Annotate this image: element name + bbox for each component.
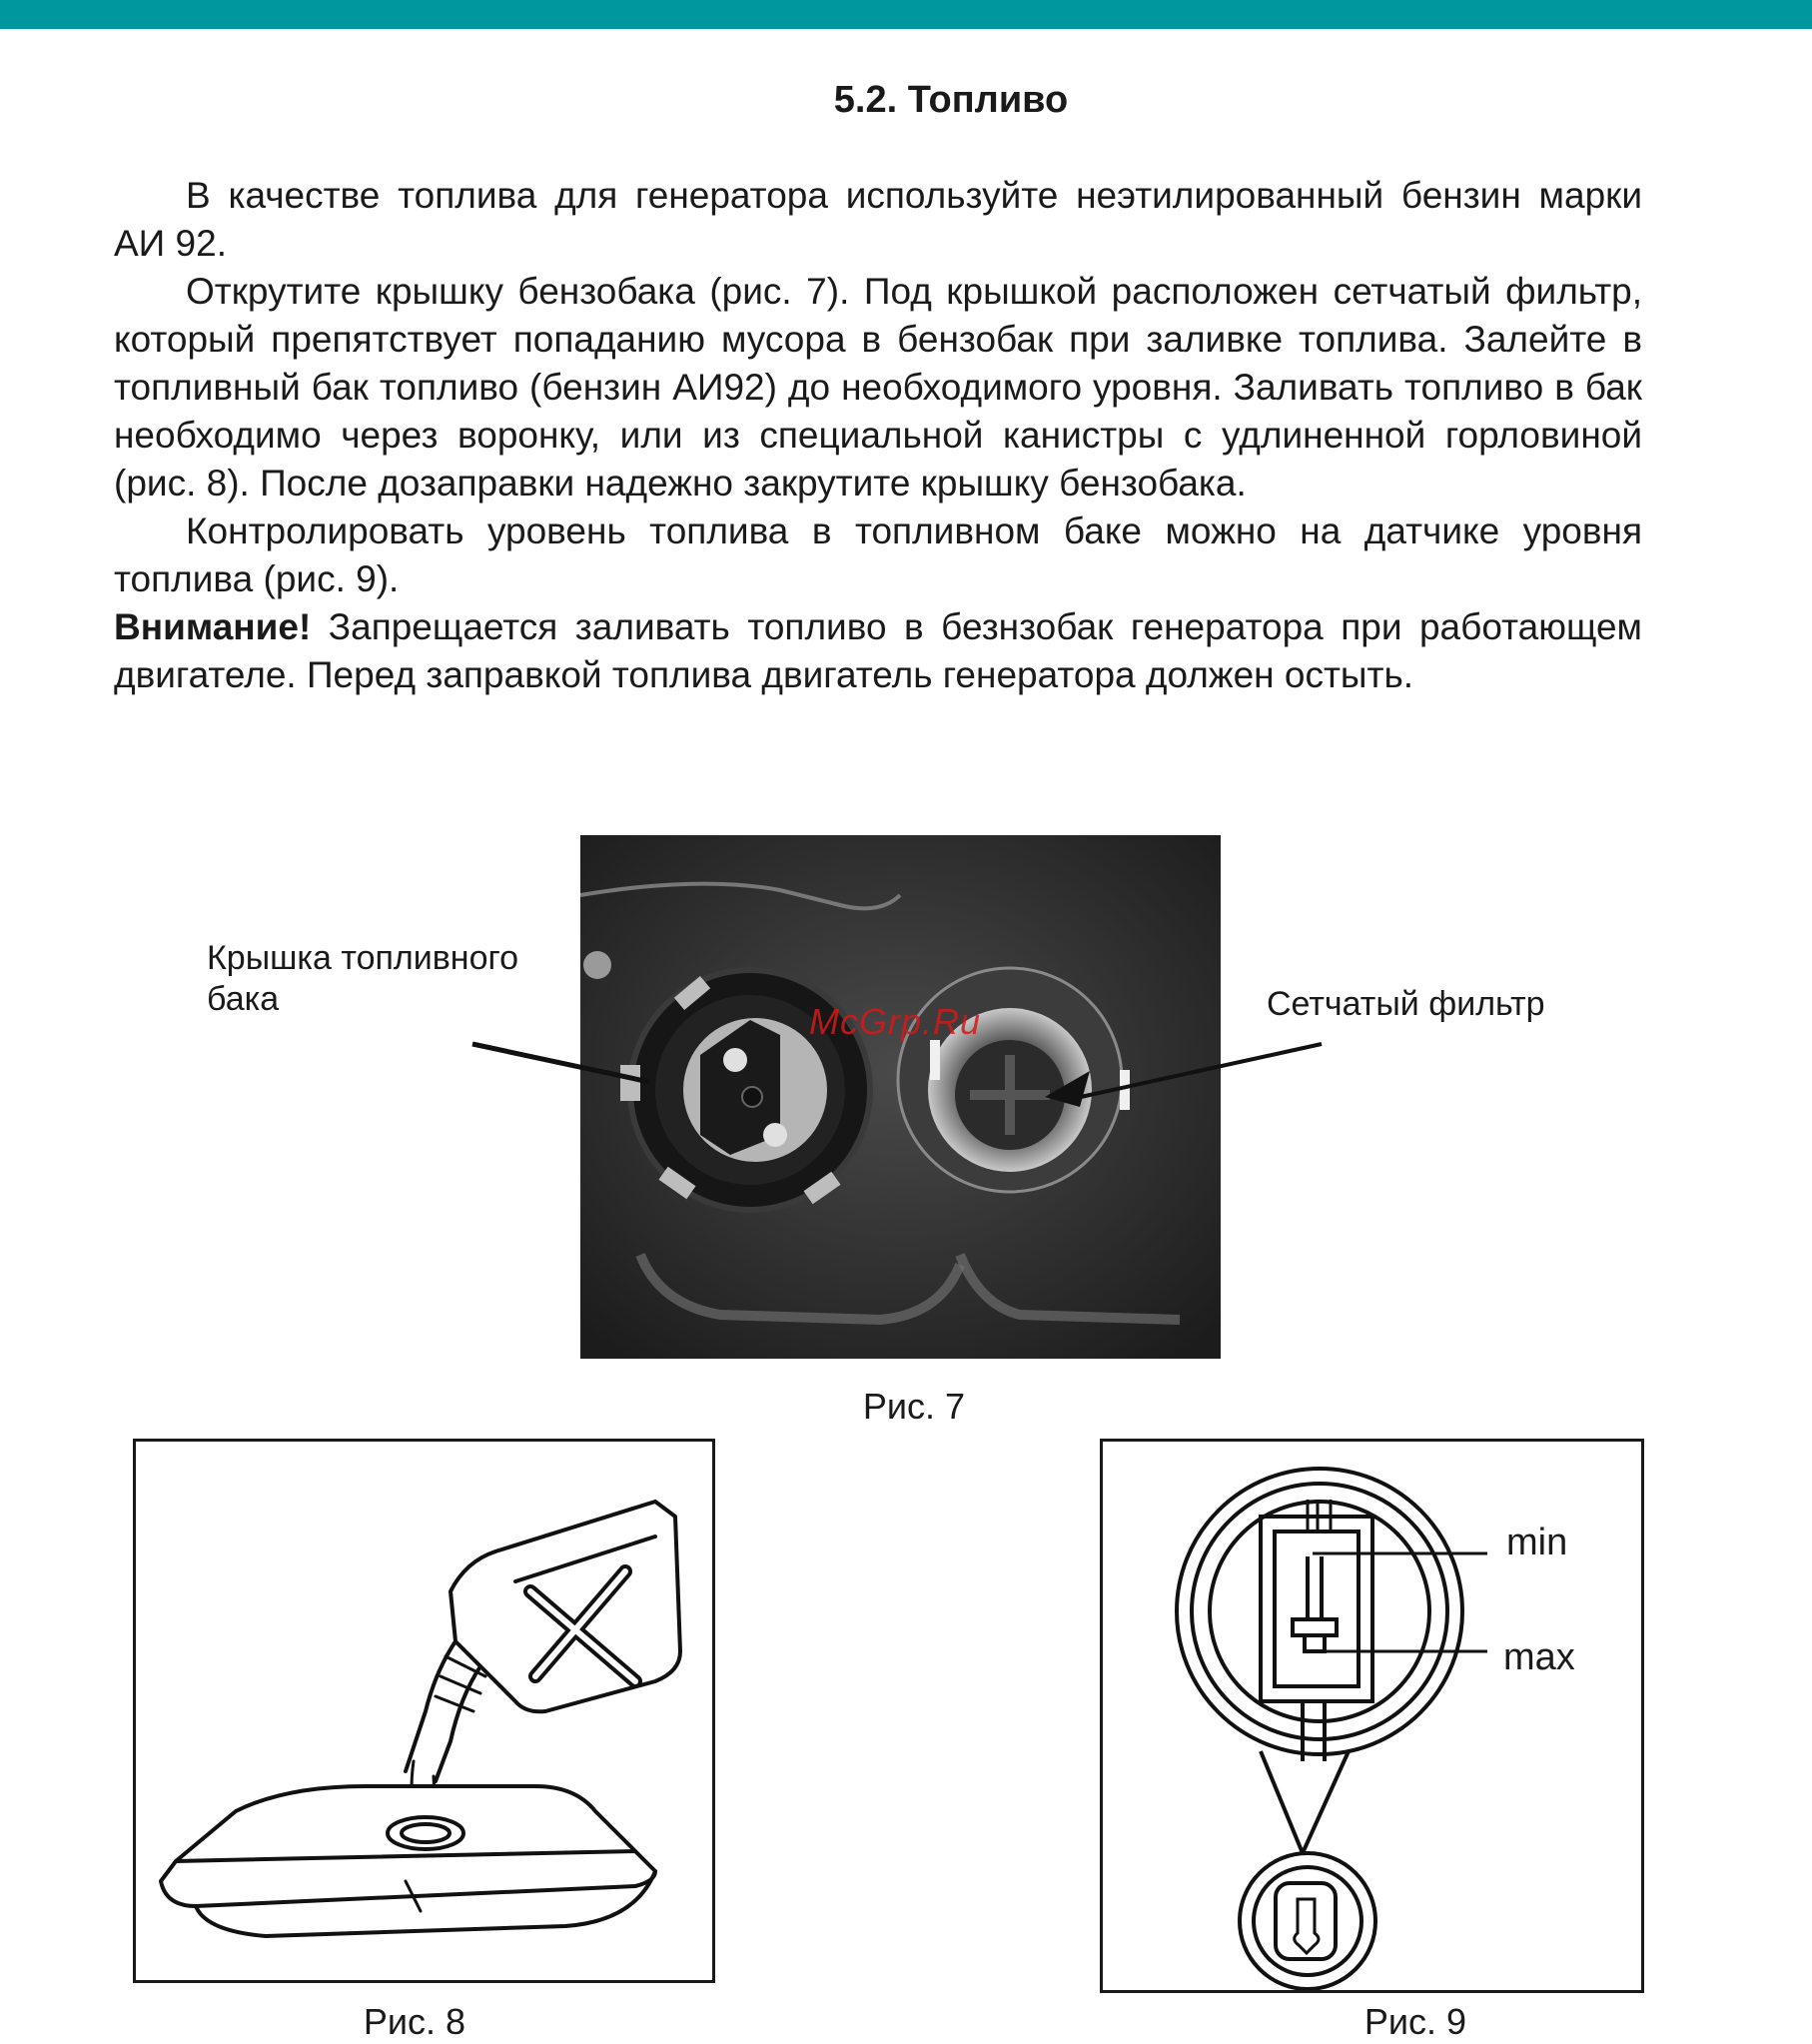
callout-fuel-cap: Крышка топливного бака [207, 939, 519, 1018]
callout-mesh-filter: Сетчатый фильтр [1267, 985, 1545, 1023]
figure-7-caption: Рис. 7 [862, 1386, 966, 1427]
warning-label: Внимание! [114, 606, 312, 647]
paragraph-fuel-level: Контролировать уровень топлива в топливном баке можно на датчике уровня топлива (рис. 9). [114, 511, 1642, 599]
watermark: McGrp.Ru [809, 1001, 982, 1042]
warning-text: Запрещается заливать топливо в безнзобак генератора при работающем двигателе. Перед заправкой топлива двигатель генератора должен остыть. [114, 606, 1642, 695]
figure-8-illustration [133, 1439, 715, 1983]
paragraph-fuel-type: В качестве топлива для генератора используйте неэтилированный бензин марки АИ 92. [114, 175, 1642, 264]
figure-8-caption: Рис. 8 [363, 2001, 466, 2042]
paragraph-refuel-instructions: Открутите крышку бензобака (рис. 7). Под крышкой расположен сетчатый фильтр, который препятствует попаданию мусора в бензобак при заливке топлива. Залейте в топливный бак топливо (бензин АИ92) до необходимого уровня. Заливать топливо в бак необходимо через воронку, или из специальной канистры с удлиненной горловиной (рис. 8). После дозаправки надежно закрутите крышку бензобака. [114, 271, 1642, 504]
gauge-min-label: min [1506, 1522, 1568, 1563]
figure-9-caption: Рис. 9 [1363, 2001, 1467, 2042]
section-title: 5.2. Топливо [833, 79, 1069, 121]
gauge-max-label: max [1503, 1636, 1575, 1678]
